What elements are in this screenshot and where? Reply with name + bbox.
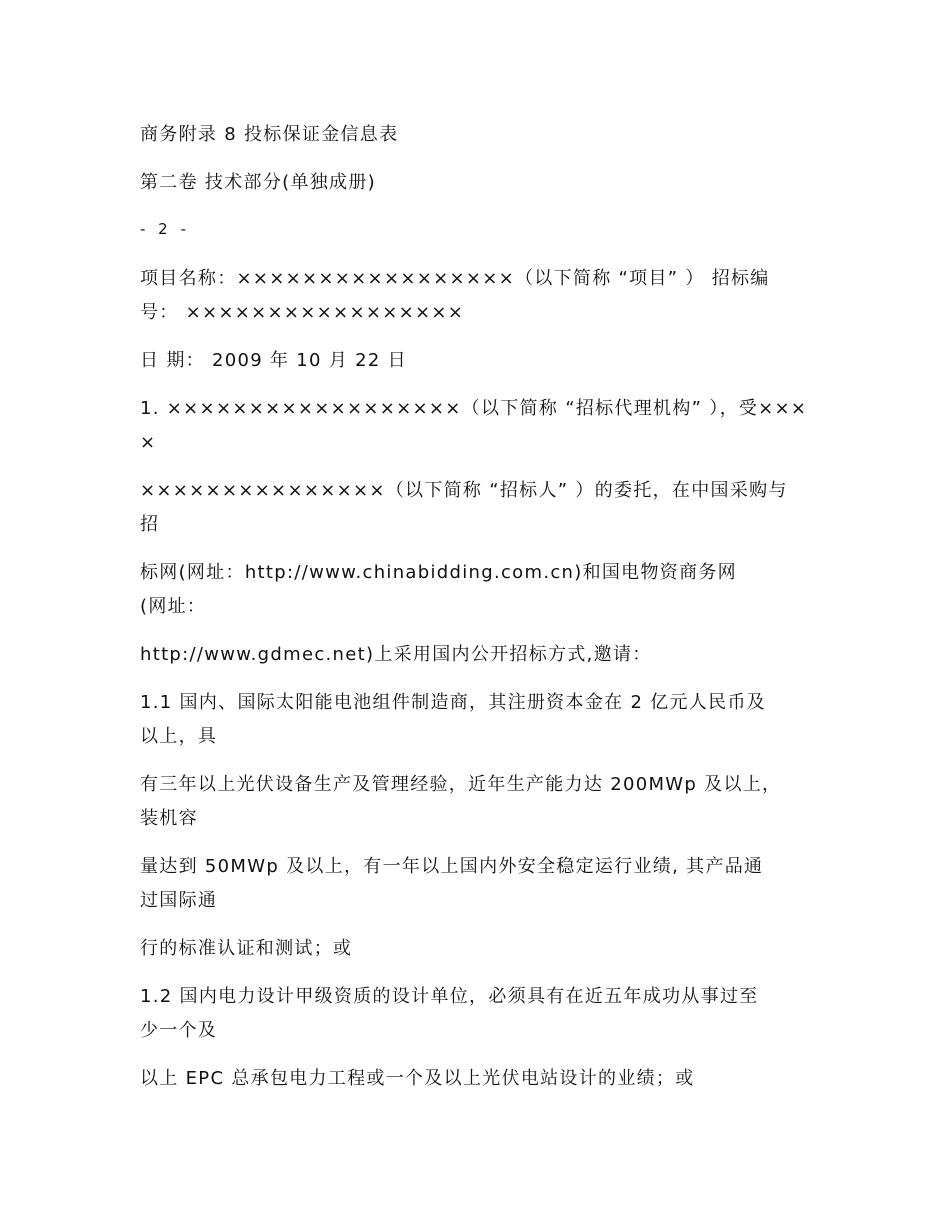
paragraph-5-line-2: 以上，具 — [140, 726, 218, 747]
paragraph-9-line-2: 少一个及 — [140, 1020, 218, 1041]
paragraph-3 — [140, 556, 830, 624]
appendix-heading: 商务附录 8 投标保证金信息表 — [140, 124, 399, 145]
paragraph-5 — [140, 686, 830, 754]
paragraph-4: http://www.gdmec.net)上采用国内公开招标方式,邀请： — [140, 644, 652, 665]
paragraph-6-line-1: 有三年以上光伏设备生产及管理经验，近年生产能力达 200MWp 及以上， — [140, 774, 782, 795]
paragraph-3-line-1: 标网(网址：http://www.chinabidding.com.cn)和国电物资商务网 — [140, 562, 737, 583]
paragraph-6 — [140, 768, 830, 836]
paragraph-1-line-1: 1. ××××××××××××××××××（以下简称 “招标代理机构” ），受××× — [140, 398, 808, 419]
paragraph-9-line-1: 1.2 国内电力设计甲级资质的设计单位，必须具有在近五年成功从事过至 — [140, 986, 759, 1007]
date-line: 日 期： 2009 年 10 月 22 日 — [140, 350, 407, 371]
project-paragraph — [140, 262, 830, 330]
paragraph-1-line-2: × — [140, 432, 157, 453]
document-body — [140, 118, 830, 1110]
volume-heading: 第二卷 技术部分(单独成册) — [140, 172, 376, 193]
paragraph-2-line-1: ×××××××××××××××（以下简称 “招标人” ）的委托，在中国采购与 — [140, 480, 788, 501]
paragraph-10: 以上 EPC 总承包电力工程或一个及以上光伏电站设计的业绩；或 — [140, 1068, 695, 1089]
paragraph-1 — [140, 392, 830, 460]
paragraph-7-line-1: 量达到 50MWp 及以上，有一年以上国内外安全稳定运行业绩, 其产品通 — [140, 856, 764, 877]
paragraph-3-line-2: (网址： — [140, 596, 207, 617]
page-number: - 2 - — [140, 220, 190, 238]
paragraph-2 — [140, 474, 830, 542]
paragraph-6-line-2: 装机容 — [140, 808, 198, 829]
paragraph-5-line-1: 1.1 国内、国际太阳能电池组件制造商，其注册资本金在 2 亿元人民币及 — [140, 692, 767, 713]
paragraph-9 — [140, 980, 830, 1048]
project-line-1: 项目名称：×××××××××××××××××（以下简称 “项目” ） 招标编 — [140, 268, 770, 289]
paragraph-2-line-2: 招 — [140, 514, 160, 535]
paragraph-7 — [140, 850, 830, 918]
project-line-2: 号： ××××××××××××××××× — [140, 302, 465, 323]
paragraph-7-line-2: 过国际通 — [140, 890, 218, 911]
paragraph-8: 行的标准认证和测试；或 — [140, 938, 353, 959]
